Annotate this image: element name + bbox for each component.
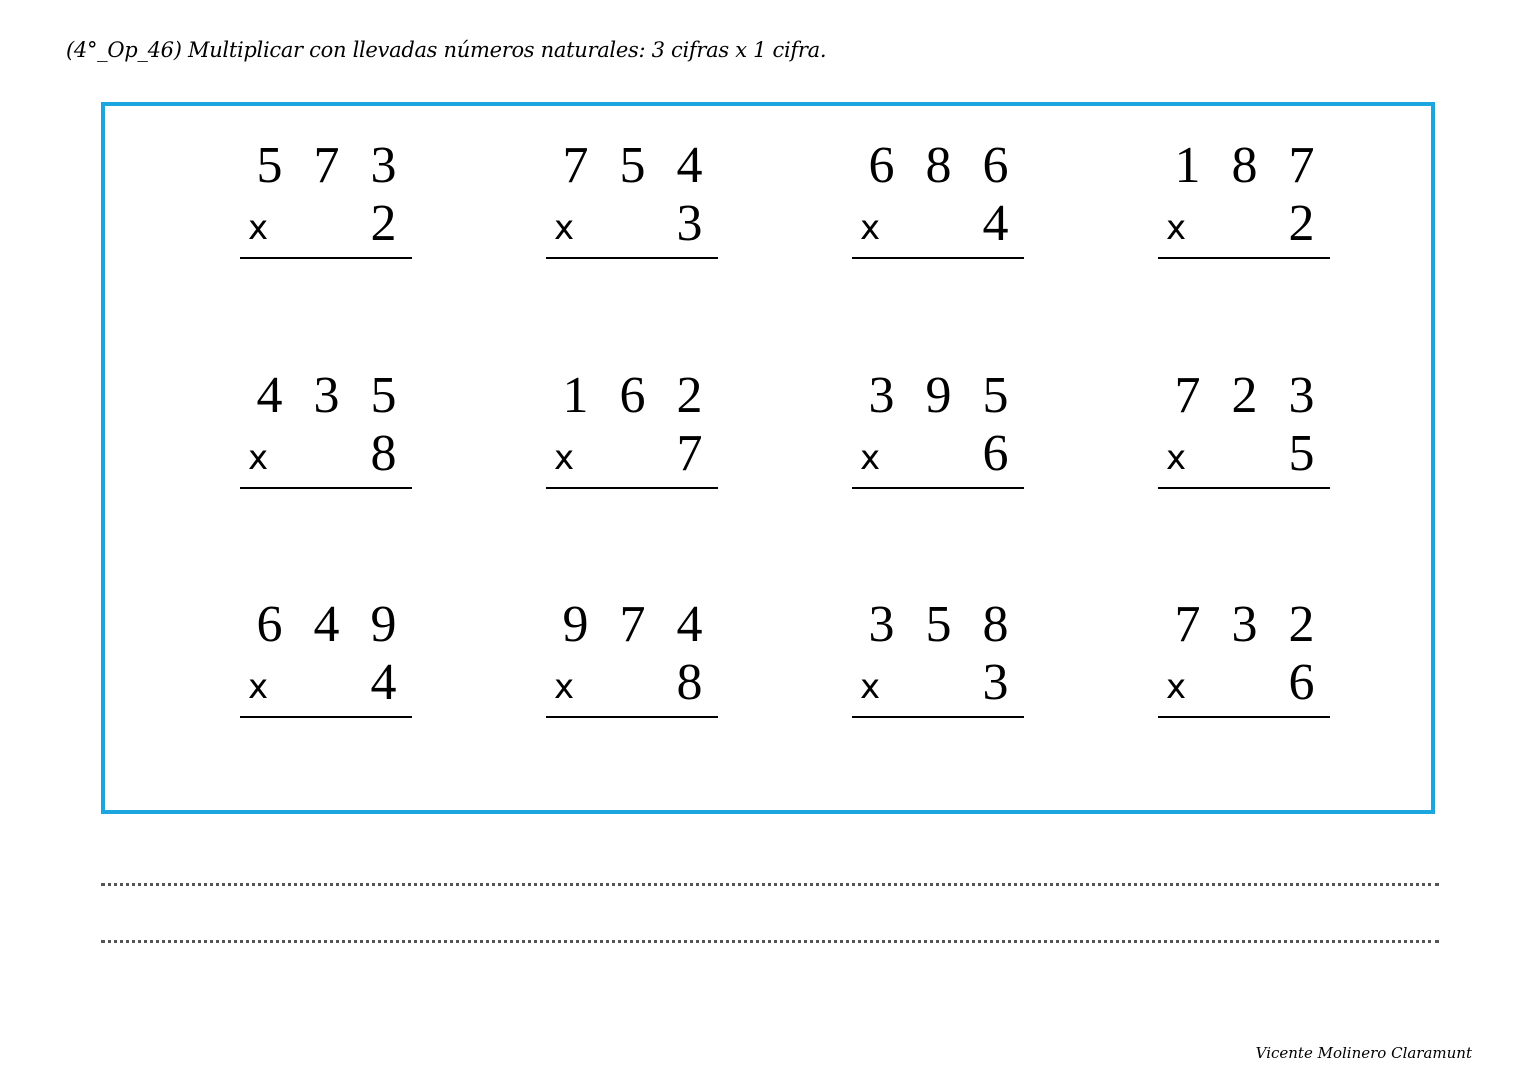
multiplicand-digit: 6 [256,596,283,653]
multiply-sign: x [1166,208,1187,248]
multiplication-problem [152,336,412,482]
multiplication-problem [152,565,412,711]
multiplicand [852,366,1024,426]
multiply-sign: x [248,438,269,478]
result-rule [546,716,718,718]
multiply-sign: x [248,208,269,248]
multiplier [546,653,718,713]
result-rule [546,487,718,489]
problem-grid [105,106,1431,810]
multiplier-digit: 8 [370,425,397,482]
multiplicand-digit: 1 [1174,137,1201,194]
multiplicand [546,366,718,426]
multiplicand [240,366,412,426]
multiplicand-digit: 7 [1174,367,1201,424]
multiply-sign: x [1166,667,1187,707]
result-rule [546,257,718,259]
multiplicand-digit: 4 [313,596,340,653]
worksheet-title: (4°_Op_46) Multiplicar con llevadas números naturales: 3 cifras x 1 cifra. [66,38,827,62]
multiply-sign: x [860,438,881,478]
multiplier-digit: 5 [1288,425,1315,482]
multiplicand-digit: 4 [676,137,703,194]
multiplication-problem [1070,565,1330,711]
multiplier-digit: 3 [982,654,1009,711]
multiplicand [546,595,718,655]
result-rule [852,257,1024,259]
multiplier [1158,194,1330,254]
multiplication-problem [458,336,718,482]
multiplier-digit: 8 [676,654,703,711]
multiplication-problem [152,106,412,252]
multiplicand-digit: 6 [868,137,895,194]
multiplicand-digit: 3 [1288,367,1315,424]
multiplicand [852,136,1024,196]
multiplier [852,653,1024,713]
result-rule [852,716,1024,718]
multiplicand-digit: 2 [1288,596,1315,653]
result-rule [1158,716,1330,718]
multiplicand-digit: 6 [982,137,1009,194]
multiplicand-digit: 3 [868,596,895,653]
multiplicand [1158,595,1330,655]
multiplicand-digit: 3 [313,367,340,424]
multiplicand-digit: 8 [1231,137,1258,194]
multiplication-problem [1070,106,1330,252]
multiplier [1158,424,1330,484]
multiplicand-digit: 6 [619,367,646,424]
multiplicand-digit: 4 [256,367,283,424]
multiplicand-digit: 3 [370,137,397,194]
multiplier [852,194,1024,254]
multiplicand-digit: 4 [676,596,703,653]
multiplicand [546,136,718,196]
result-rule [1158,487,1330,489]
result-rule [240,487,412,489]
multiplicand-digit: 5 [256,137,283,194]
multiplicand-digit: 7 [619,596,646,653]
multiplier-digit: 4 [982,195,1009,252]
multiplier-digit: 4 [370,654,397,711]
multiplier-digit: 6 [982,425,1009,482]
multiplication-problem [458,106,718,252]
multiplicand [240,595,412,655]
multiplicand [852,595,1024,655]
multiplicand-digit: 3 [868,367,895,424]
multiplicand-digit: 8 [982,596,1009,653]
multiply-sign: x [554,208,575,248]
multiplicand [1158,136,1330,196]
multiplicand-digit: 8 [925,137,952,194]
result-rule [852,487,1024,489]
result-rule [1158,257,1330,259]
exercise-frame [101,102,1435,814]
multiplicand-digit: 1 [562,367,589,424]
multiplicand-digit: 5 [925,596,952,653]
multiply-sign: x [1166,438,1187,478]
multiplier-digit: 7 [676,425,703,482]
multiplier-digit: 2 [370,195,397,252]
multiplication-problem [764,565,1024,711]
multiplicand-digit: 5 [982,367,1009,424]
multiplicand [240,136,412,196]
multiplicand-digit: 3 [1231,596,1258,653]
multiplier [1158,653,1330,713]
multiplier-digit: 3 [676,195,703,252]
multiplier [240,194,412,254]
multiplicand [1158,366,1330,426]
multiplicand-digit: 7 [1288,137,1315,194]
multiplier [546,194,718,254]
multiplicand-digit: 9 [562,596,589,653]
answer-line-2[interactable] [101,940,1439,943]
multiplicand-digit: 7 [313,137,340,194]
multiplier-digit: 6 [1288,654,1315,711]
multiplicand-digit: 2 [676,367,703,424]
multiplier [240,653,412,713]
multiply-sign: x [554,667,575,707]
multiplicand-digit: 7 [1174,596,1201,653]
multiplicand-digit: 5 [619,137,646,194]
multiplication-problem [764,336,1024,482]
multiplier [240,424,412,484]
multiply-sign: x [860,208,881,248]
multiplicand-digit: 7 [562,137,589,194]
multiplier-digit: 2 [1288,195,1315,252]
multiplicand-digit: 9 [370,596,397,653]
multiplicand-digit: 9 [925,367,952,424]
multiply-sign: x [554,438,575,478]
multiplication-problem [764,106,1024,252]
multiplication-problem [458,565,718,711]
result-rule [240,716,412,718]
result-rule [240,257,412,259]
author-credit: Vicente Molinero Claramunt [1255,1044,1472,1062]
multiply-sign: x [248,667,269,707]
multiply-sign: x [860,667,881,707]
multiplication-problem [1070,336,1330,482]
multiplicand-digit: 2 [1231,367,1258,424]
multiplicand-digit: 5 [370,367,397,424]
answer-line-1[interactable] [101,883,1439,886]
multiplier [546,424,718,484]
multiplier [852,424,1024,484]
